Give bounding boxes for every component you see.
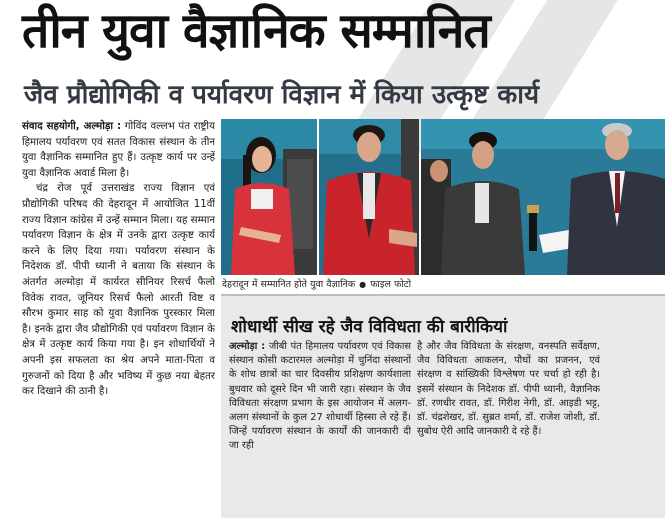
subheadline: जैव प्रौद्योगिकी व पर्यावरण विज्ञान में किया उत्कृष्ट कार्य [24,80,540,110]
caption-bullet-icon: ● [359,280,367,289]
article-paragraph-2: चंद्र रोज पूर्व उत्तराखंड राज्य विज्ञान एवं प्रौद्योगिकी परिषद की देहरादून में आयोजित 11वीं राज्य विज्ञान कांग्रेस में उन्हें सम्मान मिला। यह सम्मान पर्यावरण विज्ञान के क्षेत्र में उनके द्वारा उत्कृष्ट कार्य करने के लिए दिया गया। पर्यावरण संस्थान के निदेशक डॉ. पीपी ध्यानी ने बताया कि संस्थान के अंतर्गत अल्मोड़ा में कार्यरत सीनियर रिसर्च फैलो विवेक रावत, जूनियर रिसर्च फैलो आरती विष्ट व सौरभ कुमार साह को युवा वैज्ञानिक पुरस्कार मिला है। इनके द्वारा जैव प्रौद्योगिकी एवं पर्यावरण विज्ञान के क्षेत्र में उत्कृष्ट कार्य किया गया है। इन शोधार्थियों ने अपनी इस सफलता का श्रेय अपने माता-पिता व गुरुजनों को दिया है और भविष्य में कुछ नया बेहतर कर दिखाने की ठानी है। [22,183,215,398]
photo-award-recipient-man-red-jacket [319,119,419,275]
photo-award-handover [421,119,665,275]
photo-award-recipient-woman [221,119,317,275]
article-paragraph-1-text: गोविंद वल्लभ पंत राष्ट्रीय हिमालय पर्यावरण एवं सतत विकास संस्थान के तीन युवा वैज्ञानिक सम्मानित हुए हैं। उत्कृष्ट कार्य पर उन्हें युवा वैज्ञानिक अवार्ड मिला है। [22,121,215,179]
photo-strip [221,119,665,275]
photo-caption-text: देहरादून में सम्मानित होते युवा वैज्ञानिक [222,279,356,290]
article-paragraph [22,119,215,181]
article-dateline: संवाद सहयोगी, अल्मोड़ा : [22,121,122,132]
photo-caption [222,278,662,291]
sidebar-column-2: है और जैव विविधता के संरक्षण, वनस्पति सर्वेक्षण, जैव विविधता आकलन, पौधों का प्रजनन, एवं संरक्षण व सांख्यिकी विश्लेषण पर चर्चा हो रही है। इसमें संस्थान के निदेशक डॉ. पीपी ध्यानी, वैज्ञानिक डॉ. रणधीर रावत, डॉ. गिरीश नेगी, डॉ. आइडी भट्ट, डॉ. चंद्रशेखर, डॉ. सुब्रत शर्मा, डॉ. राजेश जोशी, डॉ. सुबोध ऐरी आदि जानकारी दे रहे हैं। [417,341,600,438]
sidebar-heading: शोधार्थी सीख रहे जैव विविधता की बारीकियां [231,317,508,337]
sidebar-column-1-text: जीबी पंत हिमालय पर्यावरण एवं विकास संस्थान कोसी कटारमल अल्मोड़ा में चुनिंदा संस्थानों के शोध छात्रों का चार दिवसीय प्रशिक्षण कार्यशाला बुधवार को दूसरे दिन भी जारी रहा। संस्थान के जैव विविधता संरक्षण प्रभाग के इस आयोजन में अलग-अलग संस्थानों के कुल 27 शोधार्थी हिस्सा ले रहे हैं। जिन्हें पर्यावरण संस्थान के कार्यों की जानकारी दी जा रही [229,341,411,452]
article-body [22,119,215,517]
photo-woman-graphic [221,119,317,275]
photo-man-graphic [319,119,419,275]
photo-handover-graphic [421,119,665,275]
sidebar-news-box [221,294,665,518]
sidebar-dateline: अल्मोड़ा : [229,341,266,352]
photo-credit: फाइल फोटो [370,279,412,290]
sidebar-column-1 [229,340,411,516]
headline: तीन युवा वैज्ञानिक सम्मानित [22,3,490,59]
